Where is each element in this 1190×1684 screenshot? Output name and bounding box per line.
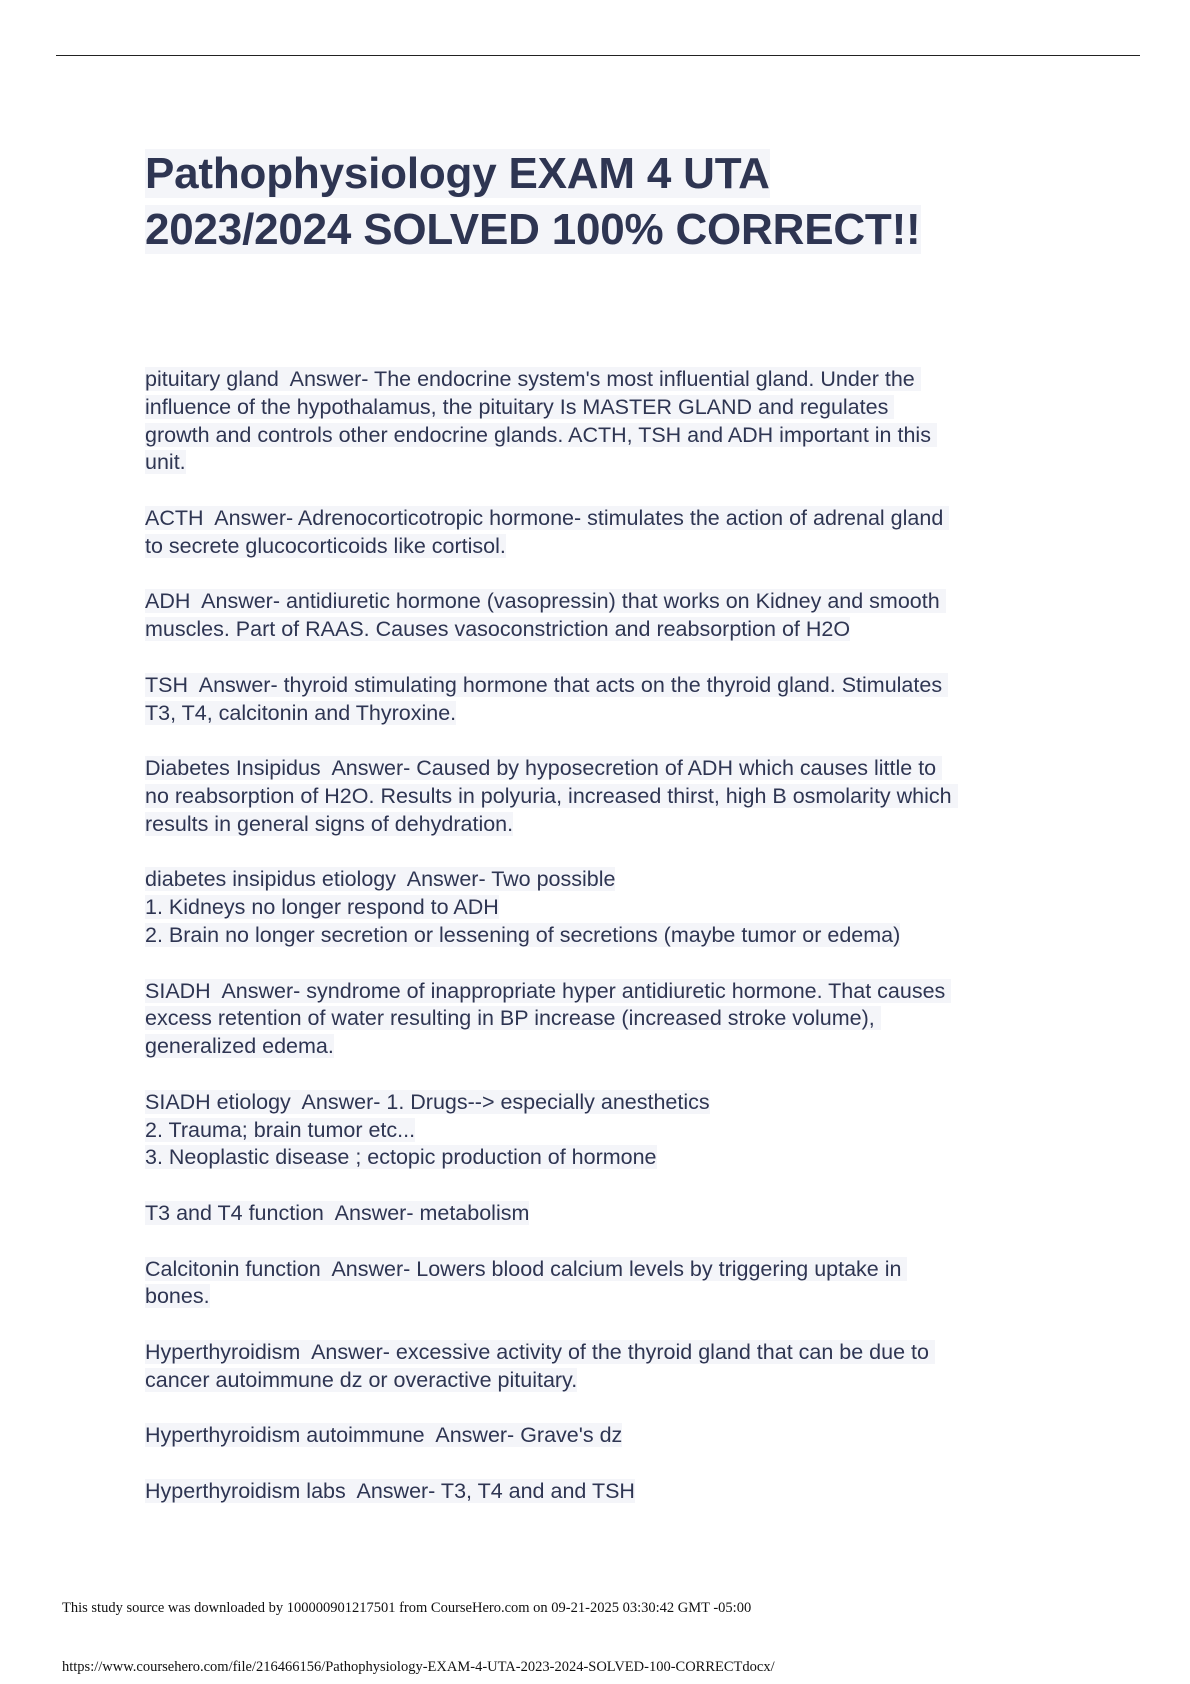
qa-line [145,894,1060,922]
qa-line-text: pituitary gland Answer- The endocrine system's most influential gland. Under the [145,367,921,391]
qa-line-text: Diabetes Insipidus Answer- Caused by hyposecretion of ADH which causes little to [145,756,943,781]
qa-entry [145,1478,1060,1506]
qa-entry [145,755,1060,838]
qa-line [145,1478,1060,1506]
qa-line [145,1089,1060,1117]
qa-line [145,1117,1060,1145]
title-line: Pathophysiology EXAM 4 UTA [145,149,770,198]
qa-line-text: to secrete glucocorticoids like cortisol. [145,533,506,558]
qa-entry [145,1339,1060,1395]
qa-line [145,783,1060,811]
qa-line [145,533,1060,561]
qa-line-text: 1. Kidneys no longer respond to ADH [145,895,499,920]
document-title [145,146,1053,258]
qa-line [145,700,1060,728]
qa-line [145,1144,1060,1172]
qa-entry [145,505,1060,561]
qa-line [145,366,1060,394]
qa-line [145,449,1060,477]
qa-entry [145,366,1060,477]
qa-line-text: bones. [145,1284,210,1309]
qa-line-text: 2. Trauma; brain tumor etc... [145,1117,416,1142]
qa-line [145,1339,1060,1367]
qa-line [145,755,1060,783]
qa-line-text: 2. Brain no longer secretion or lessening of secretions (maybe tumor or edema) [145,922,901,947]
title-line: 2023/2024 SOLVED 100% CORRECT!! [145,205,921,254]
qa-line [145,978,1060,1006]
qa-line-text: SIADH etiology Answer- 1. Drugs--> especially anesthetics [145,1089,710,1114]
qa-line-text: Hyperthyroidism labs Answer- T3, T4 and and TSH [145,1478,635,1503]
qa-line [145,616,1060,644]
qa-line [145,1005,1060,1033]
qa-line [145,394,1060,422]
qa-line-text: growth and controls other endocrine glands. ACTH, TSH and ADH important in this [145,422,937,447]
top-divider [56,55,1140,56]
qa-line-text: TSH Answer- thyroid stimulating hormone that acts on the thyroid gland. Stimulates [145,672,949,697]
qa-line-text: no reabsorption of H2O. Results in polyuria, increased thirst, high B osmolarity which [145,783,958,808]
qa-entry [145,588,1060,644]
qa-entry [145,1200,1060,1228]
qa-line-text: Hyperthyroidism Answer- excessive activity of the thyroid gland that can be due to [145,1339,935,1364]
qa-entry [145,1256,1060,1312]
qa-line-text: results in general signs of dehydration. [145,811,514,836]
qa-line-text: generalized edema. [145,1034,334,1059]
qa-line-text: ADH Answer- antidiuretic hormone (vasopressin) that works on Kidney and smooth [145,589,946,614]
document-body [145,366,1060,1533]
qa-line-text: ACTH Answer- Adrenocorticotropic hormone- stimulates the action of adrenal gland [145,505,950,530]
qa-line-text: unit. [145,450,186,475]
qa-line [145,505,1060,533]
qa-line [145,1033,1060,1061]
qa-line-text: Hyperthyroidism autoimmune Answer- Grave's dz [145,1423,623,1448]
qa-line [145,1256,1060,1284]
qa-line-text: muscles. Part of RAAS. Causes vasoconstriction and reabsorption of H2O [145,617,851,642]
qa-entry [145,672,1060,728]
qa-line-text: Calcitonin function Answer- Lowers blood calcium levels by triggering uptake in [145,1256,908,1281]
qa-line [145,422,1060,450]
qa-line [145,866,1060,894]
qa-line-text: 3. Neoplastic disease ; ectopic production of hormone [145,1145,657,1170]
qa-line [145,672,1060,700]
qa-entry [145,866,1060,949]
qa-line [145,811,1060,839]
qa-line [145,922,1060,950]
qa-line-text: T3 and T4 function Answer- metabolism [145,1200,530,1225]
qa-line-text: diabetes insipidus etiology Answer- Two possible [145,867,616,892]
source-url[interactable]: https://www.coursehero.com/file/216466156/Pathophysiology-EXAM-4-UTA-2023-2024-SOLVED-100-CORRECTdocx/ [62,1659,775,1675]
qa-line [145,1200,1060,1228]
qa-entry [145,978,1060,1061]
qa-entry [145,1089,1060,1172]
qa-line-text: influence of the hypothalamus, the pituitary Is MASTER GLAND and regulates [145,394,895,419]
qa-line [145,1422,1060,1450]
qa-line [145,588,1060,616]
qa-line [145,1367,1060,1395]
qa-line-text: excess retention of water resulting in BP increase (increased stroke volume), [145,1006,881,1031]
qa-line-text: cancer autoimmune dz or overactive pituitary. [145,1367,578,1392]
download-notice: This study source was downloaded by 100000901217501 from CourseHero.com on 09-21-2025 03:30:42 GMT -05:00 [62,1600,752,1616]
qa-line-text: SIADH Answer- syndrome of inappropriate hyper antidiuretic hormone. That causes [145,978,952,1003]
qa-line [145,1283,1060,1311]
qa-line-text: T3, T4, calcitonin and Thyroxine. [145,700,457,725]
qa-entry [145,1422,1060,1450]
